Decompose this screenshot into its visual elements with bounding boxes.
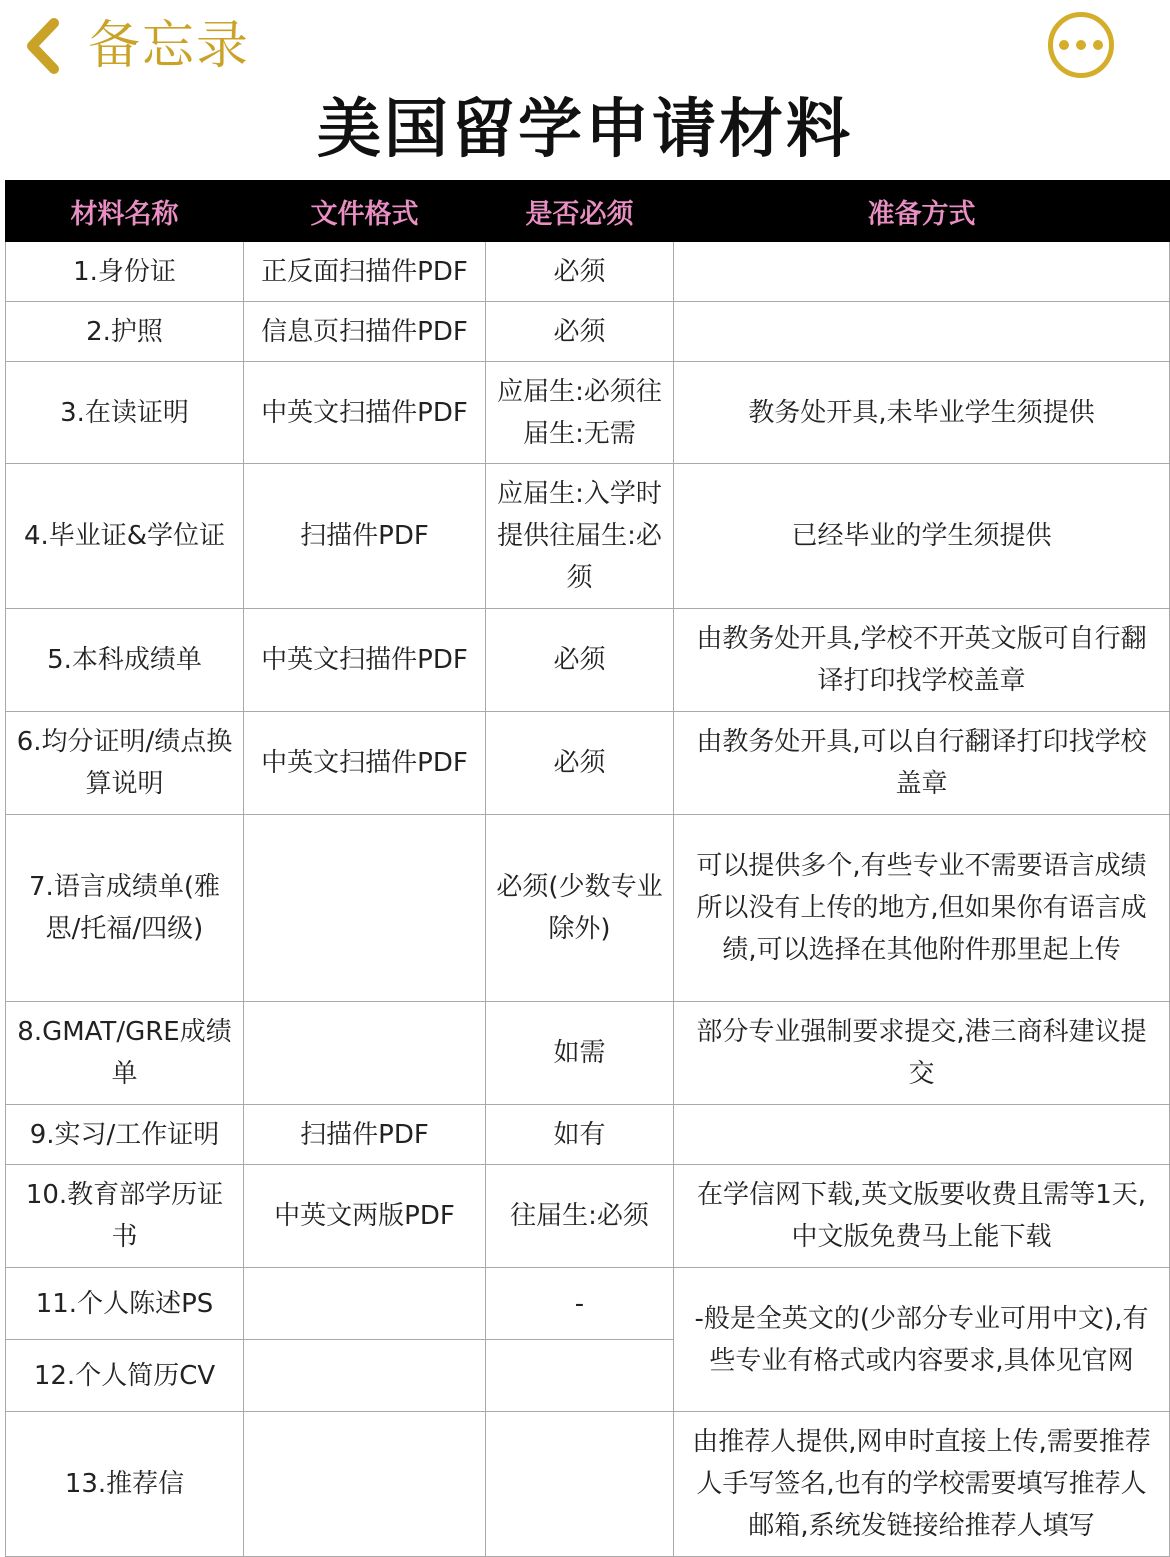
table-header-row bbox=[6, 181, 1170, 242]
cell-format: 扫描件PDF bbox=[244, 464, 486, 609]
cell-name: 13.推荐信 bbox=[6, 1412, 244, 1557]
cell-required: 必须(少数专业除外) bbox=[486, 815, 674, 1002]
cell-name: 4.毕业证&学位证 bbox=[6, 464, 244, 609]
cell-name: 11.个人陈述PS bbox=[6, 1268, 244, 1340]
table-row bbox=[6, 815, 1170, 1002]
materials-table bbox=[5, 180, 1170, 1557]
table-row bbox=[6, 1105, 1170, 1165]
cell-required: 必须 bbox=[486, 242, 674, 302]
cell-format bbox=[244, 1340, 486, 1412]
cell-name: 9.实习/工作证明 bbox=[6, 1105, 244, 1165]
cell-prep: 由教务处开具,可以自行翻译打印找学校盖章 bbox=[674, 712, 1170, 815]
cell-required: 如需 bbox=[486, 1002, 674, 1105]
cell-format: 正反面扫描件PDF bbox=[244, 242, 486, 302]
cell-format: 中英文扫描件PDF bbox=[244, 362, 486, 464]
cell-format: 中英文扫描件PDF bbox=[244, 712, 486, 815]
cell-name: 7.语言成绩单(雅思/托福/四级) bbox=[6, 815, 244, 1002]
column-header-format: 文件格式 bbox=[244, 181, 486, 242]
cell-prep: 已经毕业的学生须提供 bbox=[674, 464, 1170, 609]
cell-format: 扫描件PDF bbox=[244, 1105, 486, 1165]
cell-prep: 教务处开具,未毕业学生须提供 bbox=[674, 362, 1170, 464]
cell-prep: 由教务处开具,学校不开英文版可自行翻译打印找学校盖章 bbox=[674, 609, 1170, 712]
cell-name: 1.身份证 bbox=[6, 242, 244, 302]
cell-required: 必须 bbox=[486, 302, 674, 362]
table-row bbox=[6, 1268, 1170, 1340]
table-row bbox=[6, 464, 1170, 609]
cell-required: 必须 bbox=[486, 609, 674, 712]
cell-name: 5.本科成绩单 bbox=[6, 609, 244, 712]
cell-prep bbox=[674, 242, 1170, 302]
cell-format bbox=[244, 1412, 486, 1557]
cell-name: 12.个人简历CV bbox=[6, 1340, 244, 1412]
cell-required bbox=[486, 1340, 674, 1412]
cell-required bbox=[486, 1412, 674, 1557]
cell-name: 8.GMAT/GRE成绩单 bbox=[6, 1002, 244, 1105]
cell-prep bbox=[674, 1105, 1170, 1165]
cell-format: 信息页扫描件PDF bbox=[244, 302, 486, 362]
cell-format: 中英文两版PDF bbox=[244, 1165, 486, 1268]
cell-required: - bbox=[486, 1268, 674, 1340]
nav-bar bbox=[0, 0, 1170, 90]
cell-name: 2.护照 bbox=[6, 302, 244, 362]
cell-name: 3.在读证明 bbox=[6, 362, 244, 464]
table-row bbox=[6, 362, 1170, 464]
chevron-left-icon bbox=[22, 17, 62, 75]
cell-format bbox=[244, 815, 486, 1002]
table-row bbox=[6, 242, 1170, 302]
cell-prep: 在学信网下载,英文版要收费且需等1天,中文版免费马上能下载 bbox=[674, 1165, 1170, 1268]
cell-name: 10.教育部学历证书 bbox=[6, 1165, 244, 1268]
cell-prep bbox=[674, 302, 1170, 362]
column-header-name: 材料名称 bbox=[6, 181, 244, 242]
cell-prep: 可以提供多个,有些专业不需要语言成绩所以没有上传的地方,但如果你有语言成绩,可以选择在其他附件那里起上传 bbox=[674, 815, 1170, 1002]
cell-required: 往届生:必须 bbox=[486, 1165, 674, 1268]
table-row bbox=[6, 1165, 1170, 1268]
page-title: 美国留学申请材料 bbox=[317, 93, 853, 167]
cell-format: 中英文扫描件PDF bbox=[244, 609, 486, 712]
more-horizontal-icon bbox=[1059, 40, 1069, 50]
cell-prep: 由推荐人提供,网申时直接上传,需要推荐人手写签名,也有的学校需要填写推荐人邮箱,系统发链接给推荐人填写 bbox=[674, 1412, 1170, 1557]
cell-format bbox=[244, 1002, 486, 1105]
table-row bbox=[6, 1412, 1170, 1557]
back-label: 备忘录 bbox=[88, 16, 251, 76]
table-row bbox=[6, 609, 1170, 712]
table-row bbox=[6, 712, 1170, 815]
cell-prep: 部分专业强制要求提交,港三商科建议提交 bbox=[674, 1002, 1170, 1105]
column-header-required: 是否必须 bbox=[486, 181, 674, 242]
back-button[interactable] bbox=[22, 14, 250, 78]
cell-required: 应届生:入学时提供往届生:必须 bbox=[486, 464, 674, 609]
cell-required: 如有 bbox=[486, 1105, 674, 1165]
cell-prep: -般是全英文的(少部分专业可用中文),有些专业有格式或内容要求,具体见官网 bbox=[674, 1268, 1170, 1412]
table-row bbox=[6, 302, 1170, 362]
cell-required: 应届生:必须往届生:无需 bbox=[486, 362, 674, 464]
table-row bbox=[6, 1002, 1170, 1105]
cell-format bbox=[244, 1268, 486, 1340]
column-header-prep: 准备方式 bbox=[674, 181, 1170, 242]
more-button[interactable] bbox=[1048, 12, 1114, 78]
cell-required: 必须 bbox=[486, 712, 674, 815]
cell-name: 6.均分证明/绩点换算说明 bbox=[6, 712, 244, 815]
